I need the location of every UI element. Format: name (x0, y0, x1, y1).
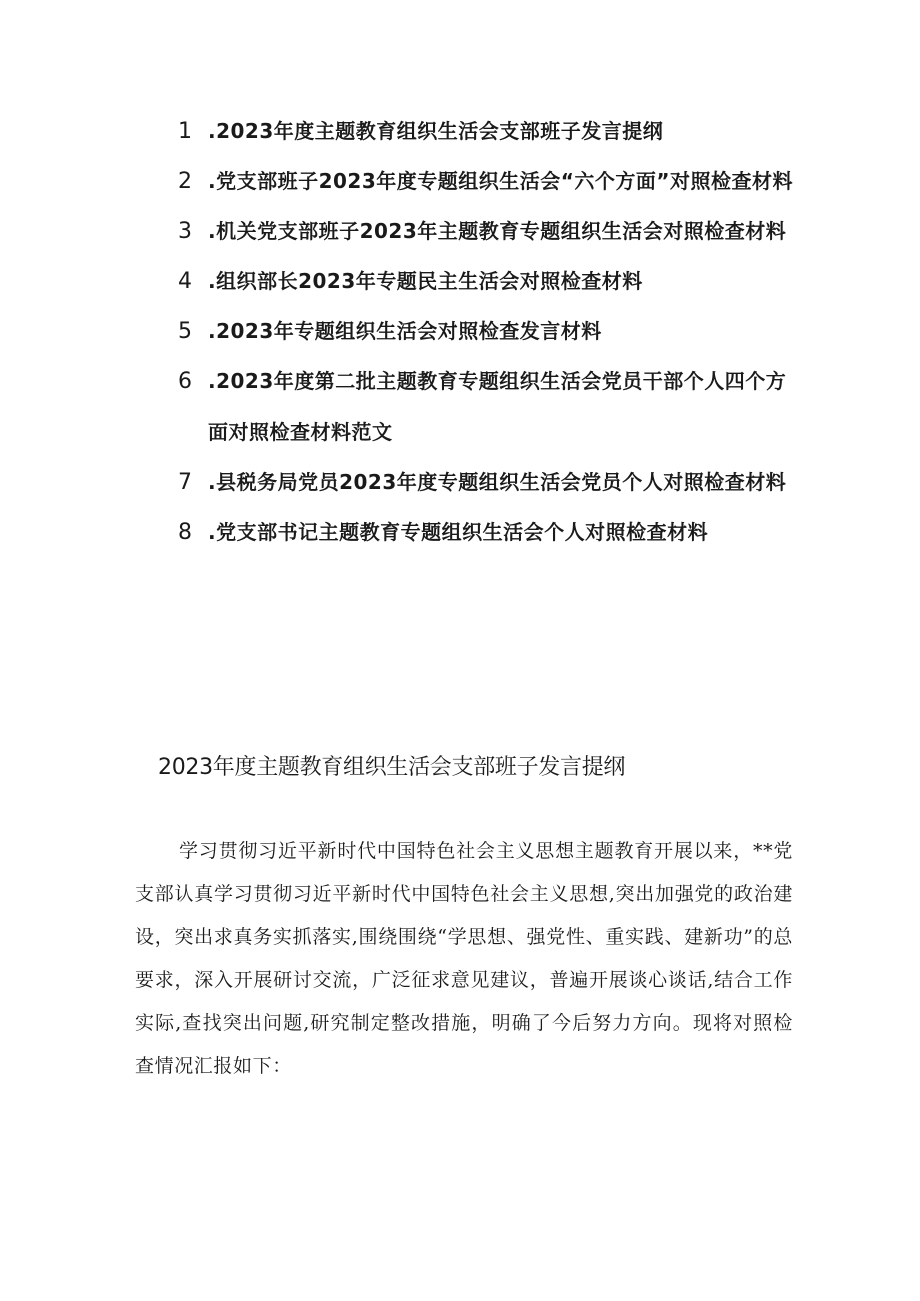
toc-text: .2023年度第二批主题教育专题组织生活会党员干部个人四个方面对照检查材料范文 (208, 369, 787, 444)
toc-number: 2 (178, 169, 192, 194)
toc-text: .2023年专题组织生活会对照检查发言材料 (208, 319, 602, 343)
toc-item-3 (178, 206, 798, 257)
table-of-contents (178, 106, 798, 557)
toc-number: 8 (178, 520, 192, 545)
toc-item-1 (178, 106, 798, 157)
toc-text: .党支部班子2023年度专题组织生活会“六个方面”对照检查材料 (208, 169, 794, 193)
toc-item-4 (178, 256, 798, 307)
toc-text: .组织部长2023年专题民主生活会对照检查材料 (208, 269, 643, 293)
toc-text: .机关党支部班子2023年主题教育专题组织生活会对照检查材料 (208, 219, 787, 243)
toc-item-6 (178, 356, 798, 458)
document-title: 2023年度主题教育组织生活会支部班子发言提纲 (158, 755, 626, 780)
toc-number: 5 (178, 319, 192, 344)
toc-number: 1 (178, 119, 192, 144)
toc-number: 4 (178, 269, 192, 294)
toc-item-2 (178, 156, 798, 207)
toc-number: 3 (178, 219, 192, 244)
toc-text: .县税务局党员2023年度专题组织生活会党员个人对照检查材料 (208, 470, 787, 494)
toc-number: 7 (178, 470, 192, 495)
toc-item-5 (178, 306, 798, 357)
toc-text: .党支部书记主题教育专题组织生活会个人对照检查材料 (208, 520, 709, 544)
toc-number: 6 (178, 369, 192, 394)
toc-item-7 (178, 457, 798, 508)
body-paragraph: 学习贯彻习近平新时代中国特色社会主义思想主题教育开展以来，**党支部认真学习贯彻习近平新时代中国特色社会主义思想,突出加强党的政治建设，突出求真务实抓落实,围绕围绕“学思想、强党性、重实践、建新功”的总要求，深入开展研讨交流，广泛征求意见建议，普遍开展谈心谈话,结合工作实际,查找突出问题,研究制定整改措施，明确了今后努力方向。现将对照检查情况汇报如下： (135, 840, 793, 1077)
toc-item-8 (178, 507, 798, 558)
toc-text: .2023年度主题教育组织生活会支部班子发言提纲 (208, 119, 664, 143)
